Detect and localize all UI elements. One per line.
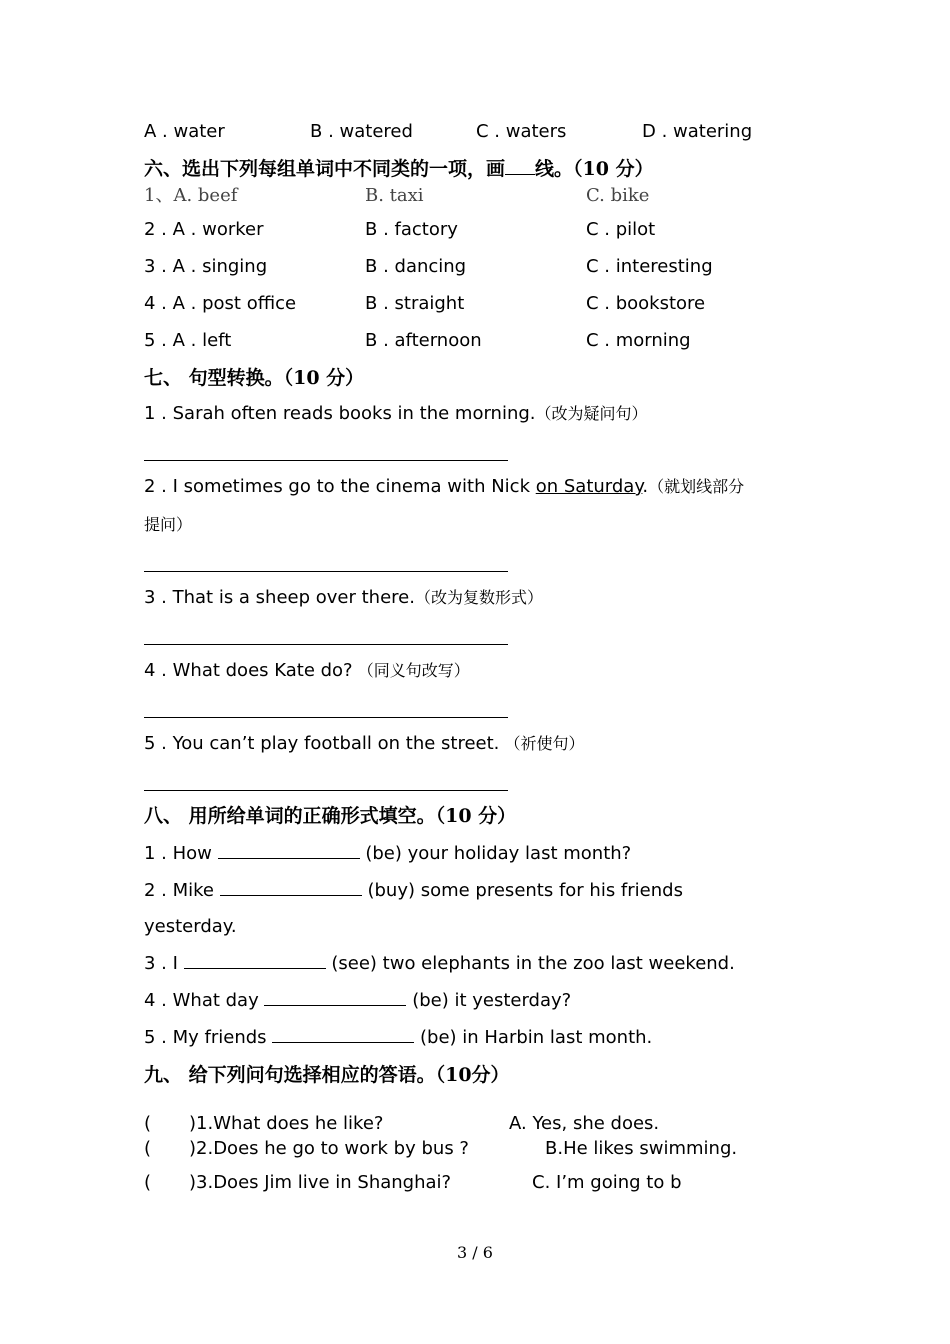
s9-row2-paren[interactable]: ( [144,1138,152,1159]
s6-row2-c: C . pilot [586,219,656,240]
answer-line-3[interactable] [144,644,508,645]
s9-row1-paren[interactable]: ( [144,1113,152,1134]
fill-blank-5[interactable] [272,1026,414,1043]
s7-q1 [144,403,648,425]
answer-line-1[interactable] [144,460,508,461]
answer-line-4[interactable] [144,717,508,718]
s7-q5-note: （祈使句） [499,734,585,753]
s8-q4-post: (be) it yesterday? [406,990,572,1011]
s8-q2 [144,879,683,902]
s7-q3-text: 3 . That is a sheep over there. [144,587,415,608]
s6-row2-a: 2 . A . worker [144,219,264,240]
s9-row3-paren[interactable]: ( [144,1172,152,1193]
s6-row1-c: C. bike [586,185,650,206]
s6-row5-b: B . afternoon [365,330,482,351]
s6-row1-a: 1、A. beef [144,185,238,206]
s6-row3-a: 3 . A . singing [144,256,268,277]
s9-row3-answer: C. I’m going to b [532,1172,682,1193]
s6-row4-a: 4 . A . post office [144,293,297,314]
s7-q4-note: （同义句改写） [352,661,470,680]
page-number: 3 / 6 [457,1243,493,1262]
s6-row3-b: B . dancing [365,256,467,277]
s8-q2-cont: yesterday. [144,916,237,937]
s9-row2-answer: B.He likes swimming. [545,1138,738,1159]
fill-blank-4[interactable] [264,989,406,1006]
s8-q4 [144,989,571,1012]
s8-q5 [144,1026,652,1049]
s9-row3-question: )3.Does Jim live in Shanghai? [189,1172,452,1193]
s8-q3-pre: 3 . I [144,953,184,974]
s7-q5 [144,733,585,755]
s6-row4-c: C . bookstore [586,293,706,314]
s6-row2-b: B . factory [365,219,458,240]
s7-q2-note-cont: 提问） [144,515,193,534]
s7-q2-note: （就划线部分 [648,477,745,496]
s7-q5-text: 5 . You can’t play football on the street. [144,733,500,754]
s8-q5-post: (be) in Harbin last month. [414,1027,653,1048]
s6-row4-b: B . straight [365,293,465,314]
s9-row1-answer: A. Yes, she does. [509,1113,660,1134]
fill-blank-2[interactable] [220,879,362,896]
s7-q2-pre: 2 . I sometimes go to the cinema with Nick [144,476,536,497]
s8-q4-pre: 4 . What day [144,990,265,1011]
s7-q1-note: （改为疑问句） [535,404,648,423]
underline-blank [505,158,535,175]
s6-row5-c: C . morning [586,330,691,351]
option-b: B . watered [310,121,413,142]
option-c: C . waters [476,121,567,142]
s7-q2-underlined: on Saturday [535,476,643,497]
s8-q5-pre: 5 . My friends [144,1027,273,1048]
s9-row2-question: )2.Does he go to work by bus ? [189,1138,469,1159]
section7-title: 七、 句型转换。（10 分） [144,367,365,389]
section6-title-post: 线。（10 分） [535,158,654,180]
s6-row1-b: B. taxi [365,185,424,206]
section8-title: 八、 用所给单词的正确形式填空。（10 分） [144,805,517,827]
s8-q1-pre: 1 . How [144,843,218,864]
section6-title-pre: 六、选出下列每组单词中不同类的一项，画 [144,158,506,180]
s8-q3 [144,952,735,975]
s7-q1-text: 1 . Sarah often reads books in the morning. [144,403,536,424]
s8-q2-post: (buy) some presents for his friends [361,880,683,901]
s7-q2 [144,476,744,498]
s7-q4 [144,660,470,682]
s6-row5-a: 5 . A . left [144,330,232,351]
s9-row1-question: )1.What does he like? [189,1113,384,1134]
s6-row3-c: C . interesting [586,256,713,277]
s7-q4-text: 4 . What does Kate do? [144,660,353,681]
option-a: A . water [144,121,225,142]
s7-q3 [144,587,543,609]
option-d: D . watering [642,121,753,142]
s8-q1-post: (be) your holiday last month? [359,843,632,864]
s7-q2-post: . [642,476,649,497]
section6-title [144,158,654,180]
fill-blank-1[interactable] [218,842,360,859]
s8-q1 [144,842,631,865]
s8-q3-post: (see) two elephants in the zoo last weekend. [325,953,735,974]
answer-line-2[interactable] [144,571,508,572]
s7-q3-note: （改为复数形式） [414,588,543,607]
answer-line-5[interactable] [144,790,508,791]
s8-q2-pre: 2 . Mike [144,880,220,901]
fill-blank-3[interactable] [184,952,326,969]
section9-title: 九、 给下列问句选择相应的答语。（10分） [144,1064,510,1086]
